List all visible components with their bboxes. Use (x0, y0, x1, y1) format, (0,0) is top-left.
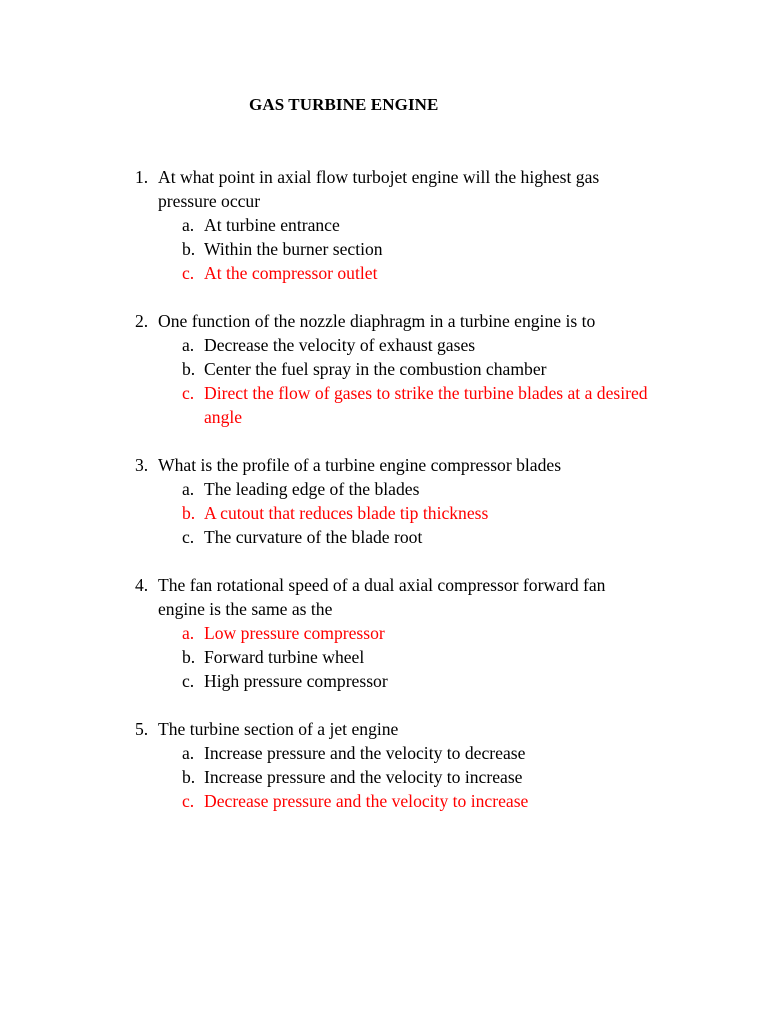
question-text: One function of the nozzle diaphragm in a turbine engine is to (158, 311, 596, 331)
option-text: Decrease pressure and the velocity to increase (204, 791, 529, 811)
option-letter: b. (182, 647, 196, 667)
question-number: 1. (135, 167, 149, 187)
question-number: 4. (135, 575, 149, 595)
question-text: The turbine section of a jet engine (158, 719, 399, 739)
option-text: Center the fuel spray in the combustion chamber (204, 359, 547, 379)
correct-answer-option (0, 381, 768, 429)
option-letter: b. (182, 239, 196, 259)
answer-option (0, 645, 768, 669)
option-letter: b. (182, 503, 196, 523)
option-letter: a. (182, 479, 195, 499)
answer-option (0, 669, 768, 693)
option-letter: c. (182, 671, 195, 691)
option-letter: c. (182, 383, 195, 403)
answer-option (0, 213, 768, 237)
answer-option (0, 765, 768, 789)
option-text: At turbine entrance (204, 215, 340, 235)
question-text: What is the profile of a turbine engine compressor blades (158, 455, 562, 475)
option-letter: c. (182, 791, 195, 811)
question-item (0, 309, 768, 429)
question-list (0, 165, 768, 837)
option-text: A cutout that reduces blade tip thickness (204, 503, 489, 523)
option-letter: a. (182, 335, 195, 355)
option-text: The curvature of the blade root (204, 527, 423, 547)
answer-option (0, 333, 768, 357)
option-text: At the compressor outlet (204, 263, 378, 283)
option-letter: a. (182, 215, 195, 235)
option-text: Increase pressure and the velocity to increase (204, 767, 523, 787)
answer-option (0, 741, 768, 765)
option-letter: c. (182, 263, 195, 283)
option-text: Decrease the velocity of exhaust gases (204, 335, 476, 355)
option-letter: a. (182, 743, 195, 763)
correct-answer-option (0, 621, 768, 645)
question-number: 5. (135, 719, 149, 739)
question-text: At what point in axial flow turbojet engine will the highest gas pressure occur (158, 167, 600, 211)
answer-option (0, 357, 768, 381)
correct-answer-option (0, 261, 768, 285)
option-text: The leading edge of the blades (204, 479, 420, 499)
option-letter: b. (182, 767, 196, 787)
option-text: Low pressure compressor (204, 623, 385, 643)
question-item (0, 573, 768, 693)
option-text: Within the burner section (204, 239, 383, 259)
option-letter: b. (182, 359, 196, 379)
document-title: GAS TURBINE ENGINE (249, 95, 439, 114)
question-item (0, 165, 768, 285)
answer-option (0, 477, 768, 501)
option-text: Forward turbine wheel (204, 647, 365, 667)
answer-option (0, 237, 768, 261)
question-item (0, 453, 768, 549)
option-text: High pressure compressor (204, 671, 388, 691)
correct-answer-option (0, 789, 768, 813)
answer-option (0, 525, 768, 549)
option-letter: c. (182, 527, 195, 547)
question-text: The fan rotational speed of a dual axial compressor forward fan engine is the same as the (158, 575, 606, 619)
correct-answer-option (0, 501, 768, 525)
question-number: 3. (135, 455, 149, 475)
question-item (0, 717, 768, 813)
option-text: Increase pressure and the velocity to decrease (204, 743, 526, 763)
option-text: Direct the flow of gases to strike the turbine blades at a desired angle (204, 383, 648, 427)
option-letter: a. (182, 623, 195, 643)
question-number: 2. (135, 311, 149, 331)
